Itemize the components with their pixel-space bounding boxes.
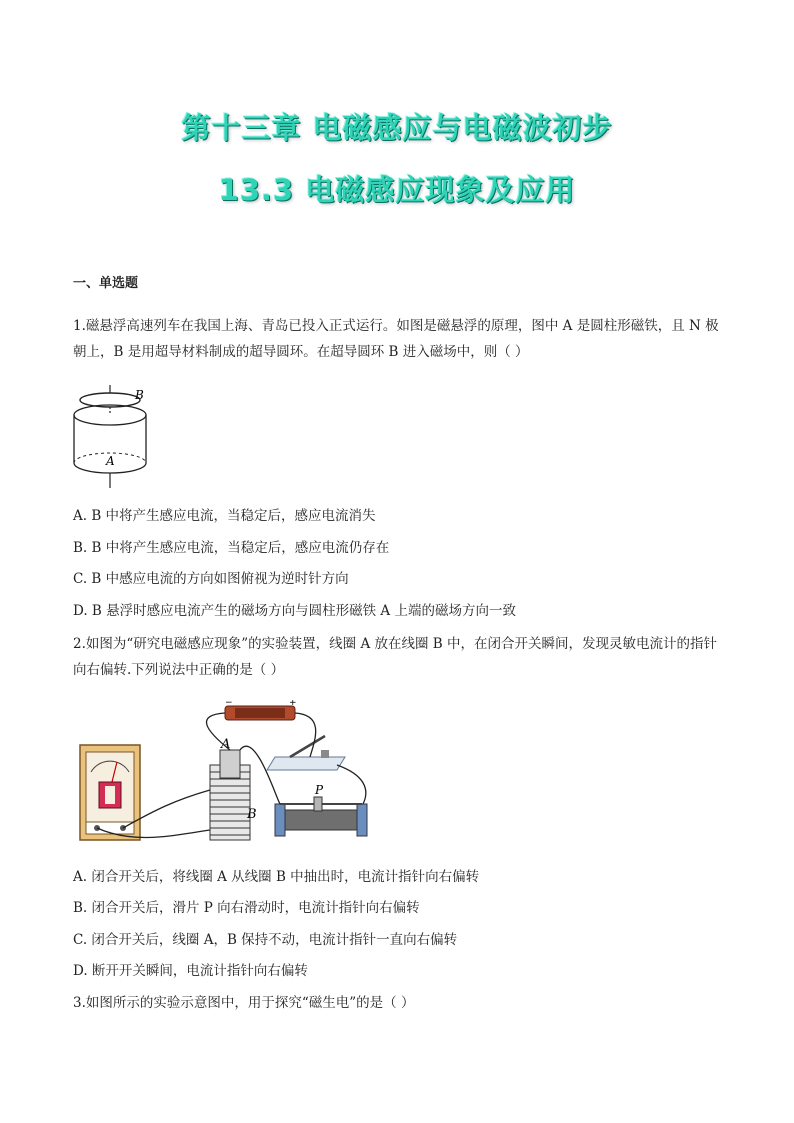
question-2-option-c: C. 闭合开关后，线圈 A，B 保持不动，电流计指针一直向右偏转 (73, 932, 458, 948)
svg-text:−: − (225, 700, 233, 708)
question-2-stem: 2.如图为“研究电磁感应现象”的实验装置，线圈 A 放在线圈 B 中，在闭合开关瞬间，发现灵敏电流计的指针向右偏转.下列说法中正确的是（ ） (73, 636, 718, 678)
slider-label: P (315, 783, 324, 797)
galvanometer (80, 745, 140, 840)
ring-label: B (135, 388, 144, 402)
magnet-label: A (106, 454, 115, 468)
question-1-option-a: A. B 中将产生感应电流，当稳定后，感应电流消失 (73, 508, 376, 524)
question-2-option-a: A. 闭合开关后，将线圈 A 从线圈 B 中抽出时，电流计指针向右偏转 (73, 869, 480, 885)
coil-a-label: A (221, 737, 231, 752)
question-1-option-b: B. B 中将产生感应电流，当稳定后，感应电流仍存在 (73, 540, 390, 556)
section-title: 13.3 电磁感应现象及应用 (218, 173, 576, 207)
section-heading: 一、单选题 (73, 276, 139, 291)
coil-b-label: B (247, 807, 257, 822)
coil-a (220, 737, 240, 778)
question-1-figure (70, 385, 160, 490)
question-1-option-c: C. B 中感应电流的方向如图俯视为逆时针方向 (73, 571, 349, 587)
question-3-stem: 3.如图所示的实验示意图中，用于探究“磁生电”的是（ ） (73, 995, 415, 1011)
question-1-stem: 1.磁悬浮高速列车在我国上海、青岛已投入正式运行。如图是磁悬浮的原理，图中 A 是圆柱形磁铁，且 N 极朝上，B 是用超导材料制成的超导圆环。在超导圆环 B 进入磁场中，则（ ） (73, 318, 719, 360)
switch (267, 736, 345, 770)
question-1-option-d: D. B 悬浮时感应电流产生的磁场方向与圆柱形磁铁 A 上端的磁场方向一致 (73, 603, 516, 619)
rheostat (275, 783, 367, 836)
chapter-title: 第十三章 电磁感应与电磁波初步 (181, 111, 613, 145)
battery (225, 700, 297, 720)
svg-text:+: + (289, 700, 297, 708)
question-2-option-b: B. 闭合开关后，滑片 P 向右滑动时，电流计指针向右偏转 (73, 900, 420, 916)
question-2-option-d: D. 断开开关瞬间，电流计指针向右偏转 (73, 963, 308, 979)
question-2-figure (75, 700, 375, 845)
